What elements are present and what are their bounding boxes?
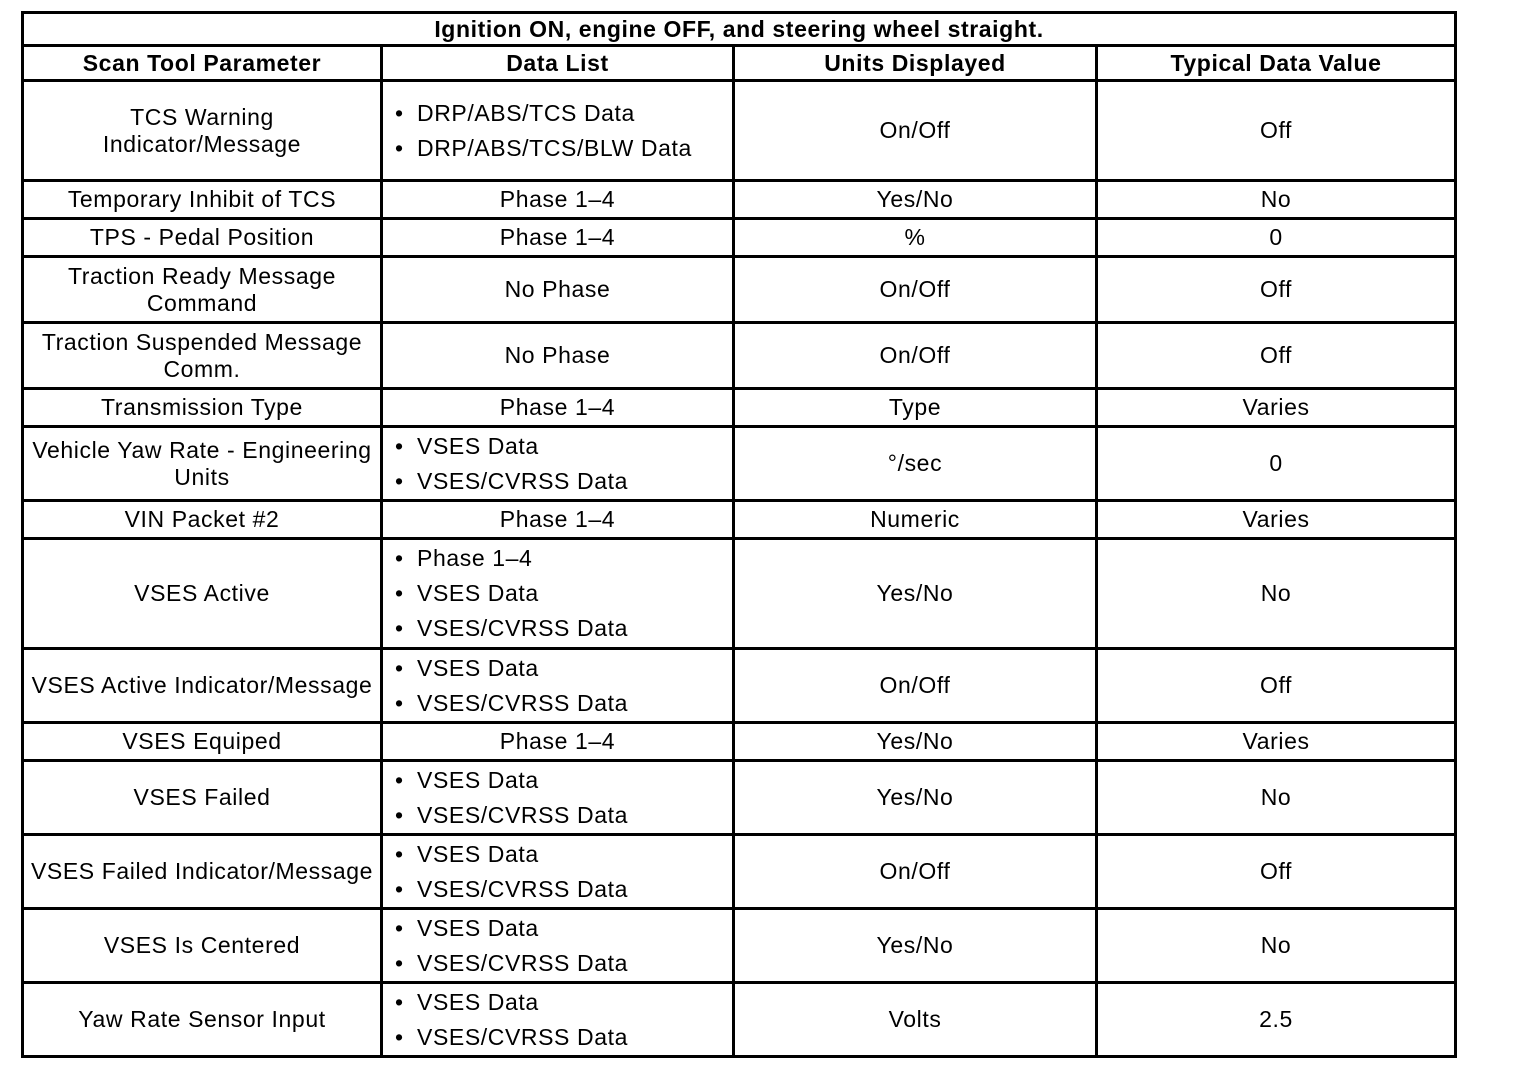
table-row bbox=[23, 909, 1456, 983]
typical-data-value-cell: Off bbox=[1097, 323, 1456, 389]
units-displayed-cell: °/sec bbox=[734, 427, 1097, 501]
units-displayed-cell: Yes/No bbox=[734, 761, 1097, 835]
units-displayed-cell: % bbox=[734, 219, 1097, 257]
typical-data-value-cell: Varies bbox=[1097, 501, 1456, 539]
table-body bbox=[23, 81, 1456, 1057]
data-list-bullets bbox=[387, 837, 728, 907]
units-displayed-cell: Yes/No bbox=[734, 539, 1097, 649]
units-displayed-cell: On/Off bbox=[734, 81, 1097, 181]
data-list-bullets bbox=[387, 651, 728, 721]
data-list-cell: No Phase bbox=[382, 257, 734, 323]
scan-tool-parameter-cell: VSES Failed bbox=[23, 761, 382, 835]
data-list-cell bbox=[382, 649, 734, 723]
units-displayed-cell: On/Off bbox=[734, 323, 1097, 389]
table-row bbox=[23, 81, 1456, 181]
table-row bbox=[23, 723, 1456, 761]
table-row bbox=[23, 181, 1456, 219]
typical-data-value-cell: No bbox=[1097, 909, 1456, 983]
units-displayed-cell: Yes/No bbox=[734, 723, 1097, 761]
table-caption: Ignition ON, engine OFF, and steering wheel straight. bbox=[23, 13, 1456, 46]
table-row bbox=[23, 323, 1456, 389]
scan-tool-parameter-cell: TCS Warning Indicator/Message bbox=[23, 81, 382, 181]
data-list-cell bbox=[382, 539, 734, 649]
data-list-item: • VSES/CVRSS Data bbox=[417, 1020, 728, 1055]
typical-data-value-cell: No bbox=[1097, 181, 1456, 219]
scan-tool-data-table bbox=[21, 11, 1457, 1058]
table-header-row bbox=[23, 46, 1456, 81]
table-row bbox=[23, 389, 1456, 427]
data-list-cell bbox=[382, 81, 734, 181]
scan-tool-parameter-cell: Traction Ready Message Command bbox=[23, 257, 382, 323]
data-list-cell bbox=[382, 909, 734, 983]
table-row bbox=[23, 257, 1456, 323]
data-list-cell: Phase 1–4 bbox=[382, 389, 734, 427]
units-displayed-cell: On/Off bbox=[734, 649, 1097, 723]
units-displayed-cell: Volts bbox=[734, 983, 1097, 1057]
data-list-item: • VSES/CVRSS Data bbox=[417, 686, 728, 721]
data-list-item: • VSES/CVRSS Data bbox=[417, 872, 728, 907]
table-row bbox=[23, 835, 1456, 909]
typical-data-value-cell: 2.5 bbox=[1097, 983, 1456, 1057]
data-list-cell: No Phase bbox=[382, 323, 734, 389]
table-row bbox=[23, 501, 1456, 539]
scan-tool-parameter-cell: VSES Equiped bbox=[23, 723, 382, 761]
data-list-cell bbox=[382, 761, 734, 835]
data-list-item: • DRP/ABS/TCS/BLW Data bbox=[417, 131, 728, 166]
scan-tool-parameter-cell: Transmission Type bbox=[23, 389, 382, 427]
data-list-cell bbox=[382, 835, 734, 909]
data-list-cell: Phase 1–4 bbox=[382, 723, 734, 761]
header-scan-tool-parameter: Scan Tool Parameter bbox=[23, 46, 382, 81]
table-row bbox=[23, 219, 1456, 257]
data-list-item: • VSES/CVRSS Data bbox=[417, 798, 728, 833]
table-row bbox=[23, 983, 1456, 1057]
header-data-list: Data List bbox=[382, 46, 734, 81]
scan-tool-parameter-cell: VSES Active bbox=[23, 539, 382, 649]
units-displayed-cell: Numeric bbox=[734, 501, 1097, 539]
table-row bbox=[23, 649, 1456, 723]
data-list-bullets bbox=[387, 96, 728, 166]
data-list-item: • VSES Data bbox=[417, 837, 728, 872]
data-list-item: • DRP/ABS/TCS Data bbox=[417, 96, 728, 131]
data-list-item: • VSES/CVRSS Data bbox=[417, 946, 728, 981]
data-list-bullets bbox=[387, 911, 728, 981]
data-list-item: • Phase 1–4 bbox=[417, 541, 728, 576]
typical-data-value-cell: Off bbox=[1097, 257, 1456, 323]
table-caption-row bbox=[23, 13, 1456, 46]
data-list-cell: Phase 1–4 bbox=[382, 501, 734, 539]
data-list-item: • VSES Data bbox=[417, 651, 728, 686]
data-list-bullets bbox=[387, 763, 728, 833]
units-displayed-cell: Type bbox=[734, 389, 1097, 427]
data-list-item: • VSES Data bbox=[417, 911, 728, 946]
data-list-item: • VSES Data bbox=[417, 985, 728, 1020]
data-list-item: • VSES Data bbox=[417, 576, 728, 611]
data-list-cell: Phase 1–4 bbox=[382, 181, 734, 219]
header-units-displayed: Units Displayed bbox=[734, 46, 1097, 81]
units-displayed-cell: Yes/No bbox=[734, 181, 1097, 219]
data-list-bullets bbox=[387, 429, 728, 499]
data-list-cell bbox=[382, 427, 734, 501]
units-displayed-cell: On/Off bbox=[734, 257, 1097, 323]
typical-data-value-cell: Off bbox=[1097, 835, 1456, 909]
scan-tool-parameter-cell: VSES Is Centered bbox=[23, 909, 382, 983]
units-displayed-cell: Yes/No bbox=[734, 909, 1097, 983]
typical-data-value-cell: Off bbox=[1097, 81, 1456, 181]
scan-tool-parameter-cell: VSES Failed Indicator/Message bbox=[23, 835, 382, 909]
table-row bbox=[23, 427, 1456, 501]
table-row bbox=[23, 761, 1456, 835]
scan-tool-parameter-cell: VIN Packet #2 bbox=[23, 501, 382, 539]
data-list-item: • VSES/CVRSS Data bbox=[417, 464, 728, 499]
typical-data-value-cell: No bbox=[1097, 539, 1456, 649]
data-list-cell bbox=[382, 983, 734, 1057]
data-list-bullets bbox=[387, 985, 728, 1055]
scan-tool-parameter-cell: TPS - Pedal Position bbox=[23, 219, 382, 257]
scan-tool-parameter-cell: Vehicle Yaw Rate - Engineering Units bbox=[23, 427, 382, 501]
table-row bbox=[23, 539, 1456, 649]
data-list-bullets bbox=[387, 541, 728, 646]
data-list-item: • VSES Data bbox=[417, 429, 728, 464]
units-displayed-cell: On/Off bbox=[734, 835, 1097, 909]
data-list-item: • VSES/CVRSS Data bbox=[417, 611, 728, 646]
typical-data-value-cell: 0 bbox=[1097, 219, 1456, 257]
typical-data-value-cell: Off bbox=[1097, 649, 1456, 723]
scan-tool-parameter-cell: Traction Suspended Message Comm. bbox=[23, 323, 382, 389]
typical-data-value-cell: 0 bbox=[1097, 427, 1456, 501]
data-list-cell: Phase 1–4 bbox=[382, 219, 734, 257]
header-typical-data-value: Typical Data Value bbox=[1097, 46, 1456, 81]
scan-tool-parameter-cell: VSES Active Indicator/Message bbox=[23, 649, 382, 723]
data-list-item: • VSES Data bbox=[417, 763, 728, 798]
scan-tool-parameter-cell: Yaw Rate Sensor Input bbox=[23, 983, 382, 1057]
typical-data-value-cell: Varies bbox=[1097, 389, 1456, 427]
scan-tool-parameter-cell: Temporary Inhibit of TCS bbox=[23, 181, 382, 219]
typical-data-value-cell: No bbox=[1097, 761, 1456, 835]
typical-data-value-cell: Varies bbox=[1097, 723, 1456, 761]
